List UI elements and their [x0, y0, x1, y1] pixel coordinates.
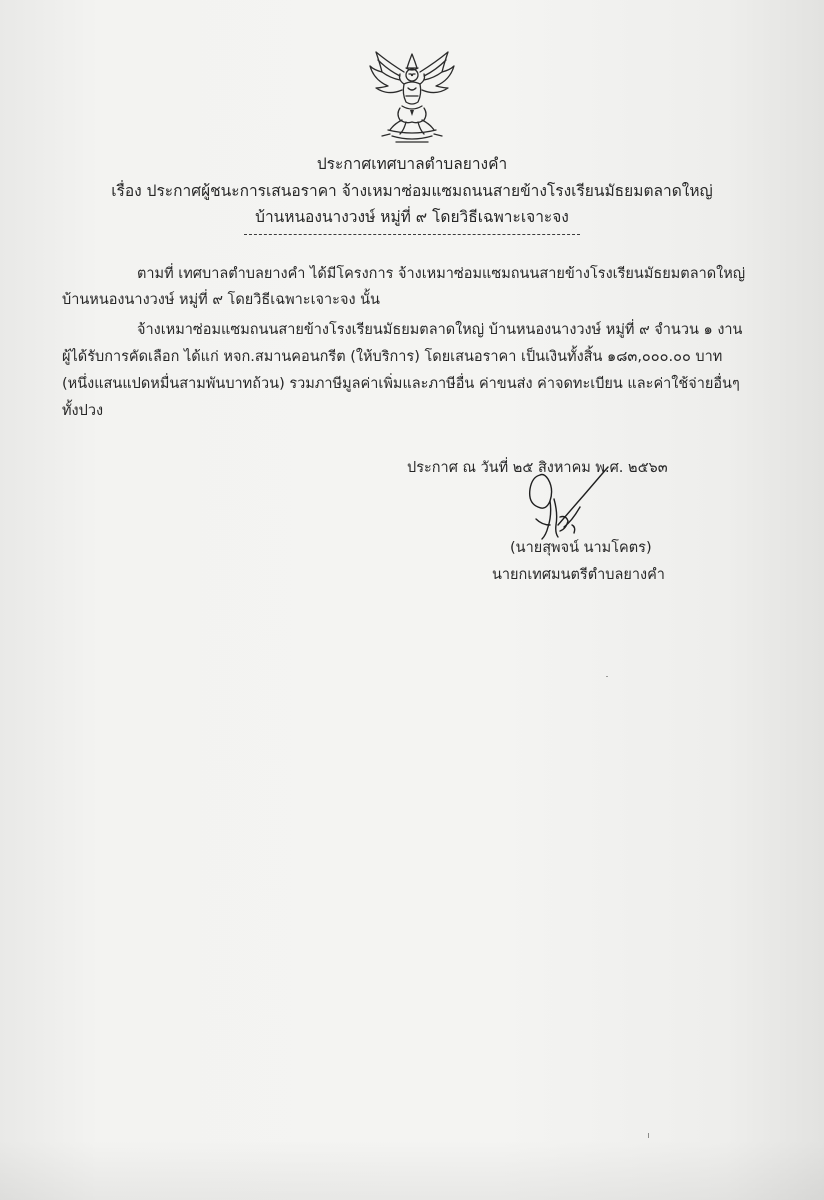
paragraph-2-line-4: ทั้งปวง	[62, 403, 104, 419]
paragraph-2-line-1: จ้างเหมาซ่อมแซมถนนสายข้างโรงเรียนมัธยมตลาดใหญ่ บ้านหนองนางวงษ์ หมู่ที่ ๙ จำนวน ๑ งาน	[137, 322, 743, 338]
signatory-title: นายกเทศมนตรีตำบลยางคำ	[492, 567, 665, 583]
paragraph-2-line-2: ผู้ได้รับการคัดเลือก ได้แก่ หจก.สมานคอนกรีต (ให้บริการ) โดยเสนอราคา เป็นเงินทั้งสิ้น ๑๘๓,๐๐๐.๐๐ บาท	[62, 349, 723, 365]
garuda-emblem-icon	[366, 50, 458, 146]
announcement-date: ประกาศ ณ วันที่ ๒๕ สิงหาคม พ.ศ. ๒๕๖๓	[407, 460, 668, 476]
paragraph-2-line-3: (หนึ่งแสนแปดหมื่นสามพันบาทถ้วน) รวมภาษีมูลค่าเพิ่มและภาษีอื่น ค่าขนส่ง ค่าจดทะเบียน และค่าใช้จ่ายอื่นๆ	[62, 376, 740, 392]
announcement-title: ประกาศเทศบาลตำบลยางคำ	[316, 155, 508, 173]
paper-speck	[606, 676, 608, 677]
announcement-subject-cont: บ้านหนองนางวงษ์ หมู่ที่ ๙ โดยวิธีเฉพาะเจาะจง	[255, 208, 569, 226]
handwritten-signature	[510, 455, 620, 541]
header-separator	[244, 234, 580, 235]
paper-speck	[648, 1133, 649, 1138]
announcement-subject: เรื่อง ประกาศผู้ชนะการเสนอราคา จ้างเหมาซ่อมแซมถนนสายข้างโรงเรียนมัธยมตลาดใหญ่	[111, 182, 713, 200]
paragraph-1-line-2: บ้านหนองนางวงษ์ หมู่ที่ ๙ โดยวิธีเฉพาะเจาะจง นั้น	[62, 292, 380, 308]
paragraph-1-line-1: ตามที่ เทศบาลตำบลยางคำ ได้มีโครงการ จ้างเหมาซ่อมแซมถนนสายข้างโรงเรียนมัธยมตลาดใหญ่	[137, 266, 746, 282]
page-shadow	[0, 1140, 824, 1200]
signatory-name: (นายสุพจน์ นามโคตร)	[510, 540, 652, 556]
